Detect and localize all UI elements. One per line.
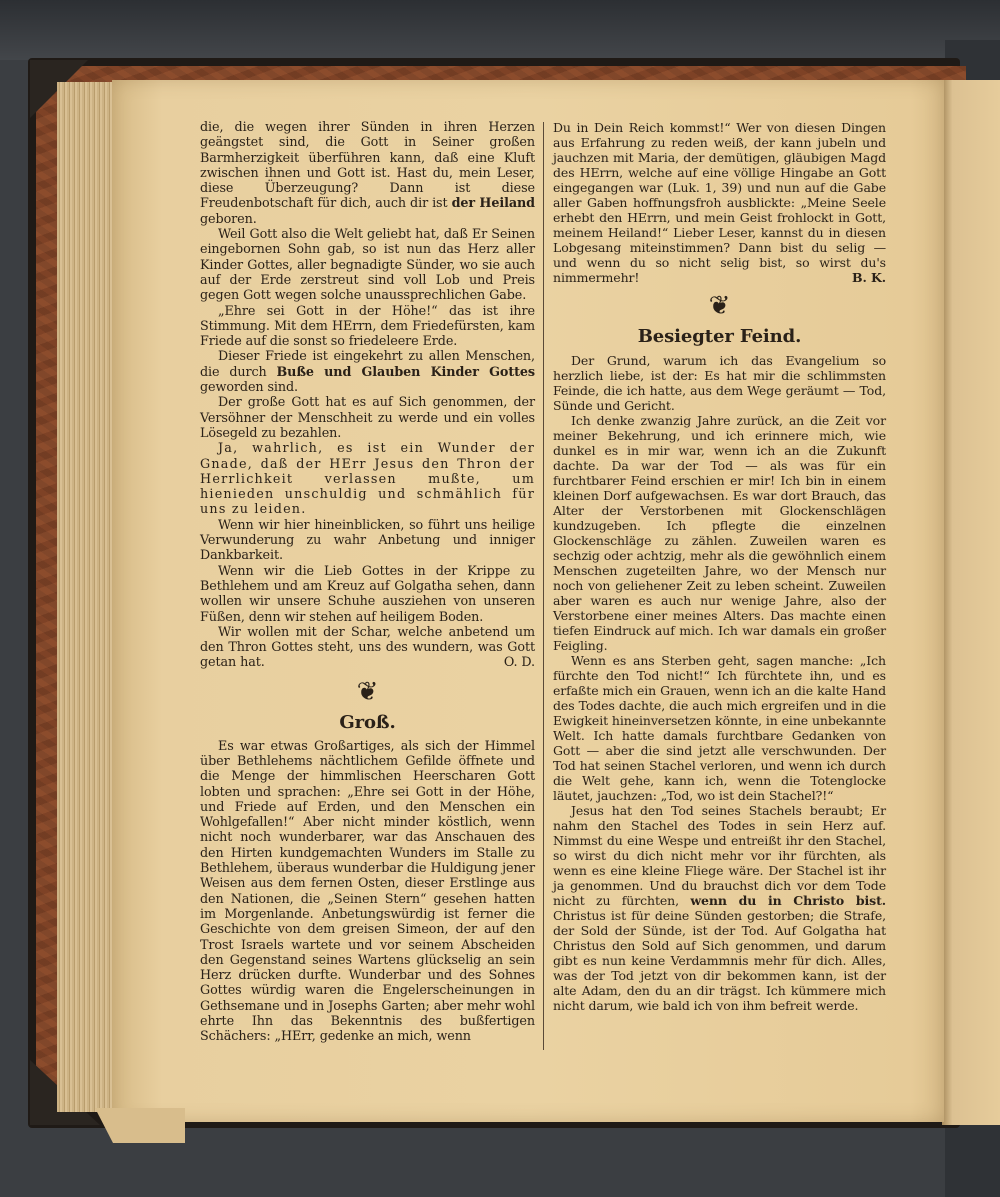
paragraph: Wenn wir die Lieb Gottes in der Krippe zu Bethlehem und am Kreuz auf Golgatha sehen, dann wollen wir unsere Schuhe ausziehen von unseren Füßen, denn wir stehen auf heiligem Boden. (200, 563, 535, 625)
right-column (553, 120, 886, 1013)
paragraph: Du in Dein Reich kommst!“ Wer von diesen Dingen aus Erfahrung zu reden weiß, der kann jubeln und jauchzen mit Maria, der demütigen, gläubigen Magd des HErrn, welche auf eine völlige Hingabe an Gott eingegangen war (Luk. 1, 39) und nun auf die Gabe aller Gaben hoffnungsfroh ausblickte: „Meine Seele erhebt den HErrn, und mein Geist frohlockt in Gott, meinem Heiland!“ Lieber Leser, kannst du in diesen Lobgesang miteinstimmen? Dann bist du selig — und wenn du so nicht selig bist, so wirst du's nimmermehr! B. K. (553, 120, 886, 285)
paragraph: Der Grund, warum ich das Evangelium so herzlich liebe, ist der: Es hat mir die schlimmsten Feinde, die ich hatte, aus dem Wege geräumt — Tod, Sünde und Gericht. (553, 353, 886, 413)
paragraph: Ich denke zwanzig Jahre zurück, an die Zeit vor meiner Bekehrung, und ich erinnere mich, wie dunkel es in mir war, wenn ich an die Zukunft dachte. Da war der Tod — als was für ein furchtbarer Feind erschien er mir! Ich bin in einem kleinen Dorf aufgewachsen. Es war dort Brauch, das Alter der Verstorbenen mit Glockenschlägen kundzugeben. Ich pflegte die einzelnen Glockenschläge zu zählen. Zuweilen waren es sechzig oder achtzig, mehr als die gewöhnlich einem Menschen zugeteilten Jahre, wo der Mensch nur noch von geliehener Zeit zu leben scheint. Zuweilen aber waren es auch nur wenige Jahre, also der Verstorbene einer meines Alters. Das machte einen tiefen Eindruck auf mich. Ich war damals ein großer Feigling. (553, 413, 886, 653)
ornament-icon: ❦ (708, 291, 731, 321)
paragraph: Ja, wahrlich, es ist ein Wunder der Gnade, daß der HErr Jesus den Thron der Herrlichkeit verlassen mußte, um hienieden unschuldig und schmählich für uns zu leiden. (200, 441, 535, 518)
next-page-edge (942, 80, 1000, 1125)
paragraph: Der große Gott hat es auf Sich genommen, der Versöhner der Menschheit zu werde und ein volles Lösegeld zu bezahlen. (200, 395, 535, 441)
page-corner (95, 1108, 185, 1143)
signature: O. D. (503, 655, 535, 671)
article-heading: Besiegter Feind. (637, 326, 802, 347)
paragraph: Wenn es ans Sterben geht, sagen manche: „Ich fürchte den Tod nicht!“ Ich fürchtete ihn, und es erfaßte mich ein Grauen, wenn ich an die kalte Hand des Todes dachte, die auch mich ergreifen und in die Ewigkeit hineinversetzen könnte, in eine unbekannte Welt. Ich hatte damals furchtbare Gedanken von Gott — aber die sind jetzt alle verschwunden. Der Tod hat seinen Stachel verloren, und wenn ich durch die Welt gehe, kann ich, wenn die Totenglocke läutet, jauchzen: „Tod, wo ist dein Stachel?!“ (553, 653, 886, 803)
column-divider (543, 122, 544, 1050)
paragraph: Weil Gott also die Welt geliebt hat, daß Er Seinen eingebornen Sohn gab, so ist nun das Herz aller Kinder Gottes, aller begnadigte Sünder, wo sie auch auf der Erde zerstreut sind voll Lob und Preis gegen Gott wegen solche unaussprechlichen Gabe. (200, 227, 535, 304)
paragraph: Wenn wir hier hineinblicken, so führt uns heilige Verwunderung zu wahr Anbetung und inniger Dankbarkeit. (200, 517, 535, 564)
paragraph: die, die wegen ihrer Sünden in ihren Herzen geängstet sind, die Gott in Seiner großen Barmherzigkeit überführen kann, daß eine Kluft zwischen ihnen und Gott ist. Hast du, mein Leser, diese Überzeugung? Dann ist diese Freudenbotschaft für dich, auch dir ist der Heiland geboren. (200, 120, 536, 227)
backdrop (0, 0, 1000, 60)
paragraph: Dieser Friede ist eingekehrt zu allen Menschen, die durch Buße und Glauben Kinder Gottes geworden sind. (200, 349, 535, 396)
paragraph: Wir wollen mit der Schar, welche anbetend um den Thron Gottes steht, uns des wundern, was Gott getan hat. O. D. (200, 624, 535, 671)
signature: B. K. (852, 270, 886, 285)
paragraph: „Ehre sei Gott in der Höhe!“ das ist ihre Stimmung. Mit dem HErrn, dem Friedefürsten, kam Friede auf die sonst so friedeleere Erde. (200, 303, 535, 350)
ornament-icon: ❦ (356, 676, 379, 707)
page-edges (57, 82, 118, 1112)
paragraph: Es war etwas Großartiges, als sich der Himmel über Bethlehems nächtlichem Gefilde öffnete und die Menge der himmlischen Heerscharen Gott lobten und sprachen: „Ehre sei Gott in der Höhe, und Friede auf Erden, und den Menschen ein Wohlgefallen!“ Aber nicht minder köstlich, wenn nicht noch wunderbarer, war das Anschauen des den Hirten kundgemachten Wunders im Stalle zu Bethlehem, überaus wunderbar die Huldigung jener Weisen aus dem fernen Osten, dieser Erstlinge aus den Nationen, die „Seinen Stern“ gesehen hatten im Morgenlande. Anbetungswürdig ist ferner die Geschichte von dem greisen Simeon, der auf den Trost Israels wartete und vor seinem Abscheiden den Gegenstand seines Wartens glückselig an sein Herz drücken durfte. Wunderbar und des Sohnes Gottes würdig waren die Engelerscheinungen in Gethsemane und in Josephs Garten; aber mehr wohl ehrte Ihn das Bekenntnis des bußfertigen Schächers: „HErr, gedenke an mich, wenn (200, 738, 535, 1045)
left-column (200, 120, 535, 1045)
article-heading: Groß. (339, 711, 396, 733)
paragraph: Jesus hat den Tod seines Stachels beraubt; Er nahm den Stachel des Todes in sein Herz auf. Nimmst du eine Wespe und entreißt ihr den Stachel, so wirst du dich nicht mehr vor ihr fürchten, als wenn es eine kleine Fliege wäre. Der Stachel ist ihr ja genommen. Und du brauchst dich vor dem Tode nicht zu fürchten, wenn du in Christo bist. Christus ist für deine Sünden gestorben; die Strafe, der Sold der Sünde, ist der Tod. Auf Golgatha hat Christus den Sold auf Sich genommen, und darum gibt es nun keine Verdammnis mehr für dich. Alles, was der Tod jetzt von dir bekommen kann, ist der alte Adam, den du an dir trägst. Ich kümmere mich nicht darum, wie bald ich von ihm befreit werde. (553, 803, 887, 1013)
